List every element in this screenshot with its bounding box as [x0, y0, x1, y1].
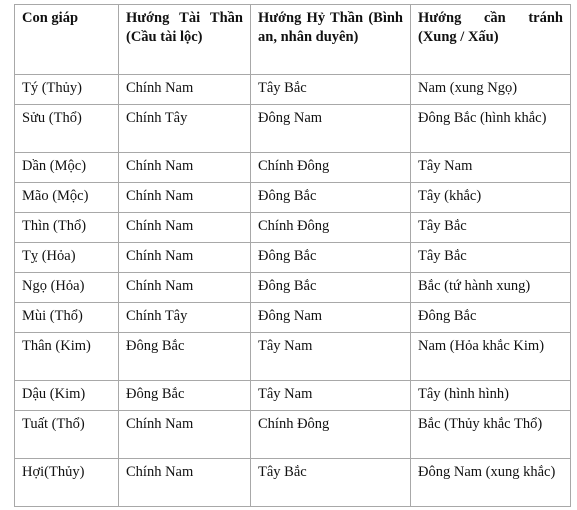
header-avoid-direction: Hướng cần tránh (Xung / Xấu) [411, 5, 571, 75]
cell-joy: Chính Đông [251, 213, 411, 243]
cell-joy: Đông Nam [251, 303, 411, 333]
cell-joy: Đông Bắc [251, 183, 411, 213]
table-row [15, 153, 571, 183]
table-row [15, 243, 571, 273]
cell-zodiac: Mùi (Thổ) [15, 303, 119, 333]
cell-joy: Tây Nam [251, 381, 411, 411]
cell-joy: Tây Nam [251, 333, 411, 381]
cell-wealth: Chính Nam [119, 183, 251, 213]
cell-wealth: Chính Nam [119, 243, 251, 273]
cell-zodiac: Tý (Thủy) [15, 75, 119, 105]
cell-joy: Chính Đông [251, 153, 411, 183]
cell-avoid: Bắc (Thủy khắc Thổ) [411, 411, 571, 459]
table-row [15, 213, 571, 243]
cell-wealth: Chính Tây [119, 105, 251, 153]
table-row [15, 381, 571, 411]
cell-zodiac: Hợi(Thủy) [15, 459, 119, 507]
table-row [15, 273, 571, 303]
cell-wealth: Chính Nam [119, 213, 251, 243]
cell-wealth: Chính Nam [119, 75, 251, 105]
cell-wealth: Chính Nam [119, 153, 251, 183]
header-zodiac: Con giáp [15, 5, 119, 75]
cell-joy: Chính Đông [251, 411, 411, 459]
cell-wealth: Đông Bắc [119, 333, 251, 381]
cell-avoid: Tây (hình hình) [411, 381, 571, 411]
cell-joy: Tây Bắc [251, 459, 411, 507]
cell-zodiac: Ngọ (Hỏa) [15, 273, 119, 303]
cell-zodiac: Thân (Kim) [15, 333, 119, 381]
cell-avoid: Tây Bắc [411, 243, 571, 273]
table-row [15, 459, 571, 507]
table-row [15, 183, 571, 213]
cell-zodiac: Tỵ (Hỏa) [15, 243, 119, 273]
zodiac-direction-table [14, 4, 571, 507]
cell-zodiac: Sửu (Thổ) [15, 105, 119, 153]
cell-avoid: Nam (Hỏa khắc Kim) [411, 333, 571, 381]
cell-wealth: Chính Nam [119, 273, 251, 303]
table-row [15, 105, 571, 153]
table-row [15, 75, 571, 105]
cell-wealth: Chính Nam [119, 459, 251, 507]
cell-avoid: Đông Nam (xung khắc) [411, 459, 571, 507]
cell-avoid: Bắc (tứ hành xung) [411, 273, 571, 303]
cell-joy: Đông Nam [251, 105, 411, 153]
table-row [15, 333, 571, 381]
header-wealth-direction: Hướng Tài Thần (Cầu tài lộc) [119, 5, 251, 75]
cell-wealth: Đông Bắc [119, 381, 251, 411]
cell-zodiac: Dậu (Kim) [15, 381, 119, 411]
cell-avoid: Đông Bắc [411, 303, 571, 333]
cell-zodiac: Dần (Mộc) [15, 153, 119, 183]
cell-avoid: Nam (xung Ngọ) [411, 75, 571, 105]
cell-zodiac: Mão (Mộc) [15, 183, 119, 213]
cell-zodiac: Thìn (Thổ) [15, 213, 119, 243]
cell-joy: Tây Bắc [251, 75, 411, 105]
cell-avoid: Tây (khắc) [411, 183, 571, 213]
cell-avoid: Đông Bắc (hình khắc) [411, 105, 571, 153]
header-joy-direction: Hướng Hỷ Thần (Bình an, nhân duyên) [251, 5, 411, 75]
table-row [15, 411, 571, 459]
cell-zodiac: Tuất (Thổ) [15, 411, 119, 459]
cell-wealth: Chính Tây [119, 303, 251, 333]
table-row [15, 303, 571, 333]
table-header-row [15, 5, 571, 75]
cell-joy: Đông Bắc [251, 273, 411, 303]
cell-joy: Đông Bắc [251, 243, 411, 273]
cell-avoid: Tây Bắc [411, 213, 571, 243]
cell-wealth: Chính Nam [119, 411, 251, 459]
cell-avoid: Tây Nam [411, 153, 571, 183]
